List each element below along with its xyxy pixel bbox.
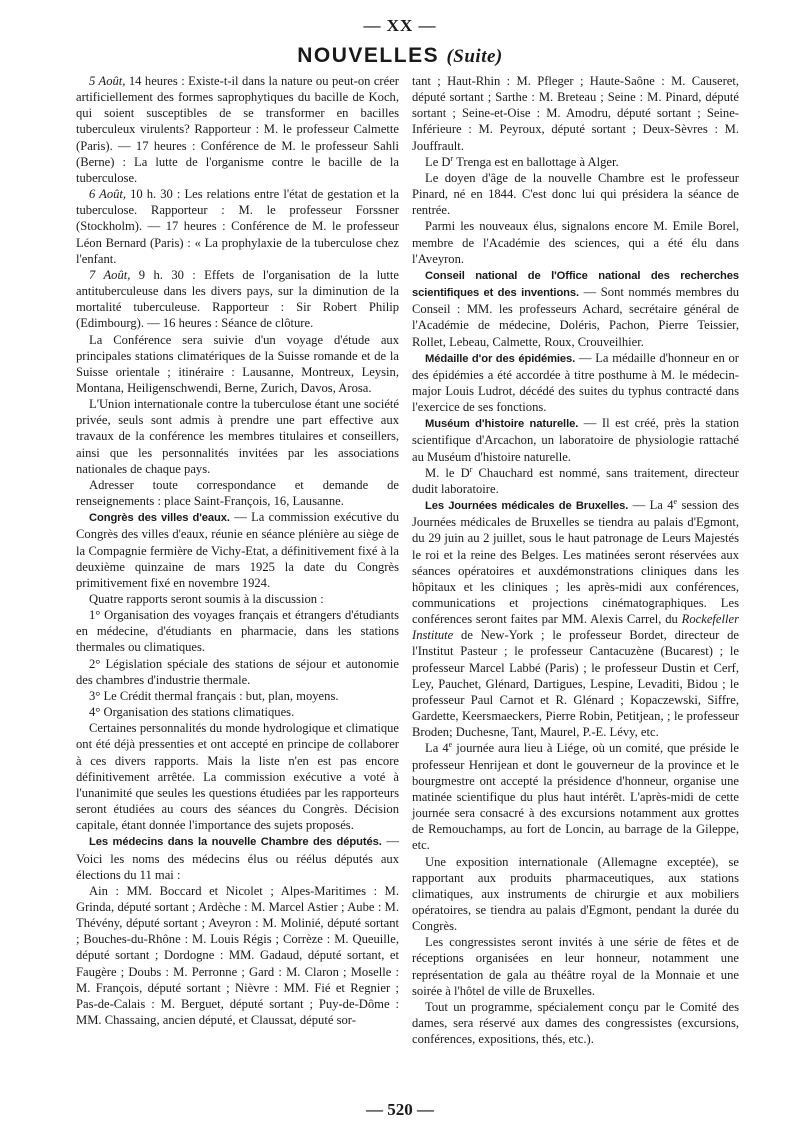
- section-title-main: NOUVELLES: [297, 44, 440, 67]
- paragraph: [76, 73, 399, 186]
- superscript: r: [469, 464, 473, 474]
- paragraph: [412, 497, 739, 740]
- paragraph: [412, 350, 739, 416]
- deputies-list-continued: tant ; Haut-Rhin : M. Pfleger ; Haute-Saône : M. Causeret, député sortant ; Sarthe : M. Breteau ; Seine : M. Pinard, député sortant ; Seine-et-Oise : M. Amodru, député sortant ; Seine-Inférieure : M. Peyroux, député sortant ; Deux-Sèvres : M. Jouffrault.: [412, 74, 739, 153]
- text-run: Le D: [425, 154, 451, 169]
- left-column: [76, 73, 399, 1028]
- italic-institution: Rockefeller Institute: [412, 612, 739, 643]
- paragraph: Tout un programme, spécialement conçu par le Comité des dames, sera réservé aux dames des congressistes (excursions, conférences, expositions, thés, etc.).: [412, 999, 739, 1047]
- superscript: r: [450, 153, 454, 163]
- text-run: Trenga est en ballottage à Alger.: [453, 154, 619, 169]
- paragraph: Certaines personnalités du monde hydrologique et climatique ont été déjà pressenties et ont accepté en principe de collaborer à ces divers rapports. Mais la liste n'en est pas encore définitivement arrêtée. La commission exécutive a voté à l'unanimité que seules les questions étudiées par les rapporteurs seront étudiées au cours des séances du Congrès. Décision capitale, étant donnée l'importance des sujets proposés.: [76, 721, 399, 833]
- paragraph: [412, 154, 739, 170]
- paragraph: Une exposition internationale (Allemagne exceptée), se rapportant aux produits pharmaceutiques, aux stations climatiques, aux instruments de chirurgie et aux mobiliers opératoires, se tiendra au palais d'Egmont, pendant la durée du Congrès.: [412, 854, 739, 934]
- paragraph-text: — La commission exécutive du Congrès des villes d'eaux, réunie en séance plénière au siège de la Compagnie fermière de Vichy-Etat, a définitivement fixé à la deuxième quinzaine de mars 1925 la date du Congrès primitivement fixé en novembre 1924.: [76, 510, 399, 590]
- paragraph-text: 10 h. 30 : Les relations entre l'état de gestation et la tuberculose. Rapporteur : M. le professeur Forssner (Stockholm). — 17 heures : Conférence de M. le professeur Léon Bernard (Paris) : « La prophylaxie de la tuberculose chez l'enfant.: [76, 187, 400, 266]
- paragraph-text: — Il est créé, près la station scientifique d'Arcachon, un laboratoire de physiologie rattaché au Muséum d'histoire naturelle.: [412, 416, 740, 464]
- section-title-suffix: (Suite): [446, 46, 503, 67]
- date-label: 7 Août,: [89, 267, 131, 282]
- news-heading: Conseil national de l'Office national des recherches scientifiques et des inventions.: [412, 269, 739, 300]
- paragraph-text: 14 heures : Existe-t-il dans la nature ou peut-on créer artificiellement des formes saprophytiques du bacille de Koch, qui soient susceptibles de se transformer en bacilles tuberculeux virulents? Rapporteur : M. le professeur Calmette (Paris). — 17 heures : Conférence de M. le professeur Sahli (Berne) : La lutte de l'organisme contre le bacille de la tuberculose.: [76, 74, 400, 185]
- text-run: journée aura lieu à Liége, où un comité, que préside le professeur Henrijean et dont le gouverneur de la province et le bourgmestre ont accepté la présidence d'honneur, organise une matinée scientifique du plus haut intérêt. L'après-midi de cette journée sera consacré à des excursions notamment aux grottes de Remouchamps, au fort de Loncin, au barrage de la Gileppe, etc.: [412, 741, 739, 853]
- roman-folio: — XX —: [363, 16, 437, 35]
- news-heading: Muséum d'histoire naturelle.: [425, 418, 579, 431]
- text-run: session des Journées médicales de Bruxelles se tiendra au palais d'Egmont, du 29 juin au 2 juillet, sous le haut patronage de Leurs Majestés le roi et la reine des Belges. Les matinées seront réservées aux séances opératoires et auxdémonstrations cliniques dans les hôpitaux et les cliniques ; les après-midi aux conférences, communications et projections cinématographiques. Les conférences seront faites par MM. Alexis Carrel, du: [412, 498, 739, 627]
- paragraph: Le doyen d'âge de la nouvelle Chambre est le professeur Pinard, né en 1844. C'est donc lui qui présidera la séance de rentrée.: [412, 170, 739, 218]
- news-heading: Les médecins dans la nouvelle Chambre des députés.: [89, 836, 382, 849]
- paragraph: Adresser toute correspondance et demande de renseignements : place Saint-François, 16, Lausanne.: [76, 477, 399, 509]
- list-item: 3° Le Crédit thermal français : but, plan, moyens.: [89, 688, 339, 703]
- text-run: M. le D: [425, 465, 470, 480]
- paragraph: [412, 740, 739, 853]
- text-run: La 4: [425, 741, 449, 756]
- paragraph: [412, 465, 739, 497]
- paragraph: Quatre rapports seront soumis à la discussion :: [89, 592, 324, 606]
- news-heading: Les Journées médicales de Bruxelles.: [425, 500, 629, 513]
- paragraph: [76, 267, 399, 332]
- section-title: [0, 44, 800, 68]
- deputies-list: Ain : MM. Boccard et Nicolet ; Alpes-Maritimes : M. Grinda, député sortant ; Ardèche : M. Marcel Astier ; Aube : M. Thévény, député sortant ; Aveyron : M. Molinié, député sortant ; Bouches-du-Rhône : M. Louis Régis ; Corrèze : M. Queuille, député sortant ; Dordogne : MM. Gadaud, député sortant, et Faugère ; Doubs : M. Perronne ; Gard : M. Claron ; Moselle : M. François, député sortant ; Nièvre : MM. Fié et Regnier ; Pas-de-Calais : M. Berguet, député sortant ; Puy-de-Dôme : MM. Chassaing, ancien député, et Claussat, député sor-: [76, 883, 399, 1028]
- paragraph-text: — Sont nommés membres du Conseil : MM. les professeurs Achard, secrétaire général de l'Académie de médecine, Doléris, Pachon, Pierre Teissier, Rollet, Lebeau, Calmette, Roux, Crouveilhier.: [412, 285, 739, 349]
- news-heading: Congrès des villes d'eaux.: [89, 512, 230, 525]
- paragraph-text: 9 h. 30 : Effets de l'organisation de la lutte antituberculeuse dans les divers pays, sur la diminution de la mortalité tuberculeuse. Rapporteur : Sir Robert Philip (Edimbourg). — 16 heures : Séance de clôture.: [76, 267, 400, 331]
- date-label: 5 Août,: [89, 74, 126, 88]
- text-run: — La 4: [628, 498, 674, 513]
- paragraph: L'Union internationale contre la tuberculose étant une société privée, seuls sont admis à prendre une part effective aux travaux de la conférence les membres titulaires et conseillers, ainsi que les personnalités invitées par les associations nationales de chaque pays.: [76, 397, 399, 476]
- page-number: — 520 —: [366, 1100, 434, 1119]
- date-label: 6 Août,: [89, 187, 127, 202]
- paragraph-text: — Voici les noms des médecins élus ou réélus députés aux élections du 11 mai :: [76, 834, 399, 882]
- paragraph: Parmi les nouveaux élus, signalons encore M. Emile Borel, membre de l'Académie des sciences, qui a été élu dans l'Aveyron.: [412, 219, 739, 266]
- superscript: e: [673, 496, 678, 506]
- superscript: e: [448, 740, 453, 750]
- paragraph: [412, 267, 739, 350]
- paragraph: [76, 509, 399, 591]
- right-column: [412, 73, 739, 1047]
- paragraph: [412, 415, 739, 464]
- paragraph-text: — La médaille d'honneur en or des épidémies a été accordée à titre posthume à M. le médecin-major Louis Ludrot, décédé des suites du typhus contracté dans l'exercice de ses fonctions.: [412, 350, 739, 415]
- paragraph: [76, 186, 399, 267]
- list-item: 1° Organisation des voyages français et étrangers d'étudiants en médecine, d'étudiants en pharmacie, dans les stations thermales ou climatiques.: [76, 608, 399, 655]
- paragraph: [76, 833, 399, 882]
- paragraph: La Conférence sera suivie d'un voyage d'étude aux principales stations climatériques de la Suisse romande et de la Suisse orientale ; itinéraire : Lausanne, Montreux, Leysin, Montana, Heiligenschwendi, Berne, Zurich, Davos, Arosa.: [76, 332, 399, 395]
- paragraph: Les congressistes seront invités à une série de fêtes et de réceptions organisées en leur honneur, notamment une représentation de gala au théâtre royal de la Monnaie et une soirée à l'hôtel de ville de Bruxelles.: [412, 935, 739, 998]
- list-item: 4° Organisation des stations climatiques.: [89, 705, 295, 720]
- list-item: 2° Législation spéciale des stations de séjour et autonomie des chambres d'industrie thermale.: [76, 656, 399, 687]
- news-heading: Médaille d'or des épidémies.: [425, 352, 576, 365]
- text-run: de New-York ; le professeur Bordet, directeur de l'Institut Pasteur ; le professeur Cantacuzène (Bucarest) ; le professeur Marcel Labbé (Paris) ; le professeur Dustin et Cerf, Ley, Pauchet, Glénard, Dartigues, Lespine, Levaditi, Bidou ; le professeur Paul Carnot et R. Glénard ; Kopaczewski, Siffre, Gardette, Keersmaeckers, Pierre Robin, Petitjean, ; le professeur Broden; Duchesne, Tant, Maurel, P.-E. Lévy, etc.: [412, 628, 739, 740]
- text-run: Chauchard est nommé, sans traitement, directeur dudit laboratoire.: [412, 465, 739, 496]
